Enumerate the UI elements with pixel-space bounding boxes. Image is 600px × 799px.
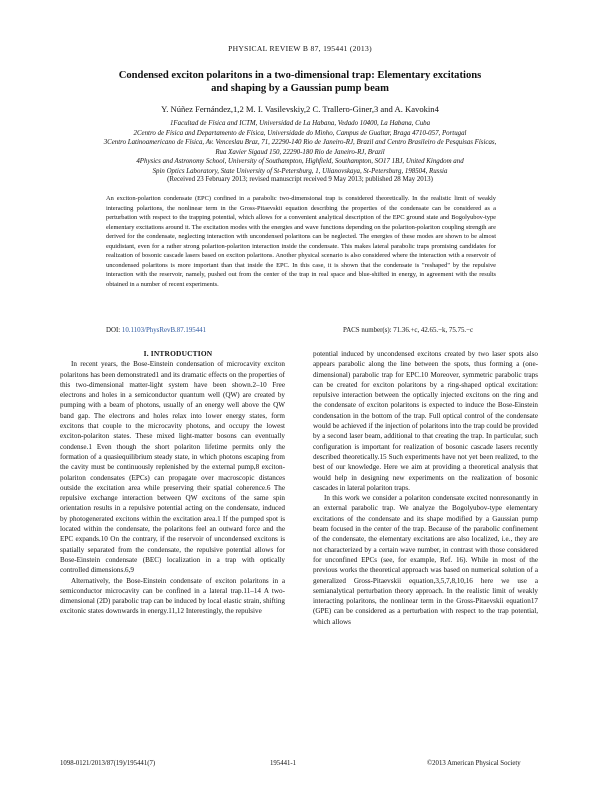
section-heading: I. INTRODUCTION (143, 349, 213, 358)
doi-label: DOI: (106, 327, 121, 334)
affiliation-2: 2Centro de Física and Departamento de Física, Universidade do Minho, Campus de Gualtar, Braga 4710-057, Portugal (133, 129, 467, 137)
doi (106, 327, 206, 334)
pacs-numbers: PACS number(s): 71.36.+c, 42.65.−k, 75.75.−c (343, 327, 474, 334)
right-paragraph-1: potential induced by uncondensed excitons created by two laser spots also appears parabolic along the line between the spots, thus forming a (one-dimensional) parabolic trap for EPC.10 Moreover, symmetric parabolic traps can be created for exciton polaritons by a ring-shaped optical excitation: repulsive interaction between the optically injected excitons on the ring and the condensate of exciton polaritons is expected to induce the Bose-Einstein condensation in the bottom of the trap. Full optical control of the condensate would be achieved if the injection of polaritons into the trap could be provided by a second laser beam, additional to that creating the trap. In particular, such configuration is important for realization of bosonic cascade lasers recently described theoretically.15 Such experiments have not yet been realized, to the best of our knowledge. Here we aim at providing a theoretical analysis that would help in designing new experiments on the realization of bosonic cascades in lateral polariton traps. (313, 350, 538, 492)
title-line-2: and shaping by a Gaussian pump beam (211, 83, 389, 94)
left-paragraph-1: In recent years, the Bose-Einstein condensation of microcavity exciton polaritons has been demonstrated1 and its dramatic effects on the properties of this two-dimensional matter-light system have been shown.2–10 Free electrons and holes in a semiconductor quantum well (QW) are created by pumping with a beam of photons, usually of an energy well above the QW band gap. The electrons and holes relax into lower energy states, form excitons that couple to the microcavity photons, and occupy the lowest exciton-polariton states. These mixed light-matter bosons can eventually condense.1 Even though the short polariton lifetime permits only the formation of a quasiequilibrium steady state, in which photons escaping from the cavity must be continuously replenished by the external pump,8 exciton-polariton condensates (EPCs) can propagate over macroscopic distances outside the excitation area while preserving their spatial coherence.6 The repulsive exchange interaction between QW excitons of the same spin orientation results in a repulsive potential acting on the condensate, induced by photogenerated excitons within the excitation area.1 If the pumped spot is located within the condensate, the polaritons feel an outward force and the EPC expands.10 On the contrary, if the reservoir of uncondensed excitons is spatially separated from the condensate, the repulsive potential allows for Bose-Einstein condensate (BEC) localization in a trap with optically controlled dimensions.6,9 (60, 360, 285, 575)
affiliation-4-continued: Spin Optics Laboratory, State University of St-Petersburg, 1, Ulianovskaya, St-Petersburg, 198504, Russia (152, 167, 448, 175)
left-column (60, 349, 285, 617)
doi-link[interactable]: 10.1103/PhysRevB.87.195441 (121, 327, 207, 334)
affiliation-3: 3Centro Latinoamericano de Física, Av. Venceslau Braz, 71, 22290-140 Rio de Janeiro-RJ, Brazil and Centro Brasileiro de Pesquisas Físicas, (103, 139, 497, 146)
footer-issn: 1098-0121/2013/87(19)/195441(7) (60, 760, 156, 767)
author-list: Y. Núñez Fernández,1,2 M. I. Vasilevskiy,2 C. Trallero-Giner,3 and A. Kavokin4 (161, 104, 439, 114)
affiliation-4: 4Physics and Astronomy School, University of Southampton, Highfield, Southampton, SO17 1BJ, United Kingdom and (136, 158, 464, 165)
right-column (313, 349, 538, 627)
right-paragraph-2: In this work we consider a polariton condensate excited nonresonantly in an external parabolic trap. We analyze the Bogolyubov-type elementary excitations of the condensate and its shape modified by a Gaussian pump beam focused in the center of the trap. Because of the parabolic confinement of the condensate, the elementary excitations are also localized, i.e., they are not characterized by a certain wave number, in contrast with those considered for unconfined EPCs (see, for example, Ref. 16). While in most of the previous works the theoretical approach was based on numerical solution of a generalized Gross-Pitaevskii equation,3,5,7,8,10,16 here we use a semianalytical perturbation theory approach. In the realistic limit of weakly interacting polaritons, the nonlinear term in the Gross-Pitaevskii equation17 (GPE) can be considered as a perturbation with respect to the trap potential, which allows (313, 494, 538, 626)
left-paragraph-2: Alternatively, the Bose-Einstein condensate of exciton polaritons in a semiconductor microcavity can be confined in a lateral trap.11–14 A two-dimensional (2D) parabolic trap can be induced by local elastic strain, shifting excitonic states downwards in energy.11,12 Interestingly, the repulsive (60, 576, 285, 616)
affiliation-3-continued: Rua Xavier Sigaud 150, 22290-180 Rio de Janeiro-RJ, Brazil (215, 148, 385, 156)
journal-header: PHYSICAL REVIEW B 87, 195441 (2013) (228, 44, 372, 53)
footer-copyright: ©2013 American Physical Society (427, 760, 521, 767)
footer-page-number: 195441-1 (270, 760, 297, 767)
received-dates: (Received 23 February 2013; revised manuscript received 9 May 2013; published 28 May 2013) (167, 176, 433, 183)
paper-title (80, 69, 520, 95)
affiliation-1: 1Facultad de Física and ICTM, Universidad de La Habana, Vedado 10400, La Habana, Cuba (169, 120, 431, 127)
title-line-1: Condensed exciton polaritons in a two-dimensional trap: Elementary excitations (118, 70, 482, 81)
abstract: An exciton-polariton condensate (EPC) confined in a parabolic two-dimensional trap is considered theoretically. In the realistic limit of weakly interacting polaritons, the nonlinear term in the Gross-Pitaevskii equation describing the properties of the condensate can be considered as a perturbation with respect to the trapping potential, which allows for a convenient analytical description of the EPC ground state and Bogolyubov-type elementary excitations around it. The excitation modes with the energies and wave functions depending on the polariton-polariton coupling strength are derived for the condensate, neglecting interaction with uncondensed polaritons can be neglected. The energies of these modes are shown to be almost equidistant, even for a rather strong polariton-polariton interaction inside the condensate. This makes lateral parabolic traps promising candidates for realization of bosonic cascade lasers based on exciton polaritons. Another physical scenario is also considered where the interaction with a reservoir of uncondensed polaritons is more important than that inside the EPC. In this case, it is shown that the condensate is "reshaped" by the repulsive interaction with the reservoir, namely, pushed out from the center of the trap in real space and blue-shifted in energy, in agreement with the results obtained in a number of recent experiments. (106, 195, 496, 288)
